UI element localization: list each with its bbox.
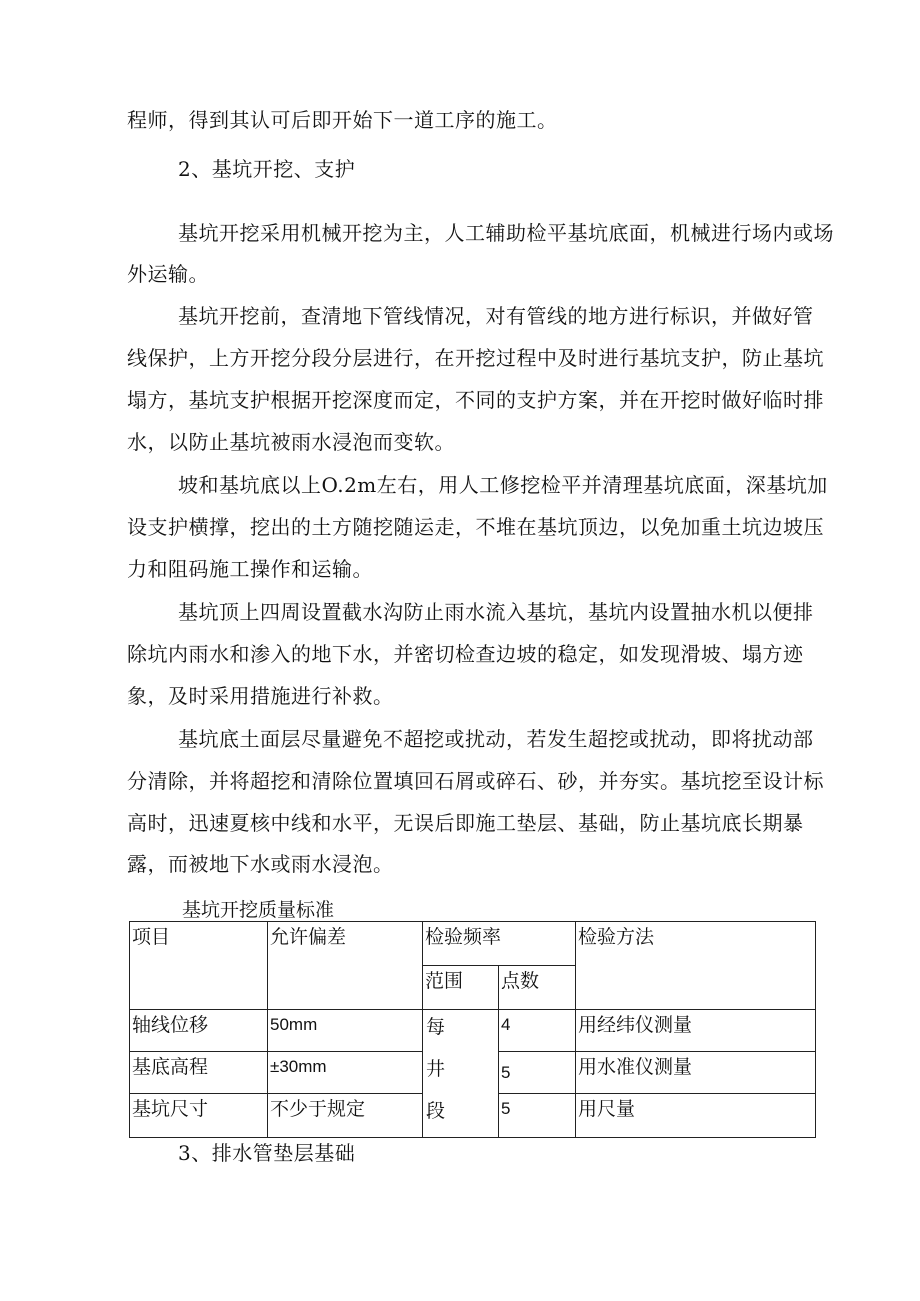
cell-item: 轴线位移	[130, 1010, 268, 1052]
paragraph-line: 基坑开挖采用机械开挖为主，人工辅助检平基坑底面，机械进行场内或场	[178, 221, 834, 245]
paragraph-line: 分清除，并将超挖和清除位置填回石屑或碎石、砂，并夯实。基坑挖至设计标	[127, 769, 824, 793]
table-caption: 基坑开挖质量标准	[182, 899, 335, 921]
cell-tolerance: 不少于规定	[268, 1094, 423, 1138]
paragraph-line: 象，及时采用措施进行补救。	[127, 684, 394, 708]
range-char: 井	[426, 1058, 446, 1080]
cell-item: 基坑尺寸	[130, 1094, 268, 1138]
range-char: 每	[426, 1016, 446, 1038]
paragraph-line: 程师，得到其认可后即开始下一道工序的施工。	[127, 108, 558, 132]
cell-range-merged	[423, 1010, 499, 1138]
section-heading-2: 2、基坑开挖、支护	[178, 157, 356, 181]
cell-tolerance: 50mm	[268, 1010, 423, 1052]
header-cell-tolerance: 允许偏差	[268, 922, 423, 1010]
section-heading-3: 3、排水管垫层基础	[178, 1141, 356, 1165]
paragraph-line: 外运输。	[127, 262, 209, 286]
paragraph-line: 基坑开挖前，查清地下管线情况，对有管线的地方进行标识，并做好管	[178, 304, 814, 328]
header-cell-points: 点数	[499, 966, 576, 1010]
paragraph-line: 高时，迅速夏核中线和水平，无误后即施工垫层、基础，防止基坑底长期暴	[127, 811, 804, 835]
table-row	[130, 1010, 816, 1052]
paragraph-line: 设支护横撑，挖出的土方随挖随运走，不堆在基坑顶边，以免加重土坑边坡压	[127, 515, 824, 539]
paragraph-line: 坡和基坑底以上O.2m左右，用人工修挖检平并清理基坑底面，深基坑加	[178, 473, 828, 497]
cell-item: 基底高程	[130, 1052, 268, 1094]
header-cell-method: 检验方法	[576, 922, 816, 1010]
quality-standard-table	[129, 921, 816, 1138]
cell-points: 5	[499, 1052, 576, 1094]
paragraph-line: 线保护，上方开挖分段分层进行，在开挖过程中及时进行基坑支护，防止基坑	[127, 346, 824, 370]
cell-tolerance: ±30mm	[268, 1052, 423, 1094]
header-cell-range: 范围	[423, 966, 499, 1010]
paragraph-line: 露，而被地下水或雨水浸泡。	[127, 852, 394, 876]
paragraph-line: 力和阻码施工操作和运输。	[127, 557, 373, 581]
cell-method: 用尺量	[576, 1094, 816, 1138]
paragraph-line: 水，以防止基坑被雨水浸泡而变软。	[127, 430, 455, 454]
header-cell-item: 项目	[130, 922, 268, 1010]
paragraph-line: 基坑底土面层尽量避免不超挖或扰动，若发生超挖或扰动，即将扰动部	[178, 727, 814, 751]
cell-method: 用水准仪测量	[576, 1052, 816, 1094]
header-cell-frequency: 检验频率	[423, 922, 576, 966]
range-char: 段	[426, 1100, 446, 1122]
table-header-row	[130, 922, 816, 966]
cell-method: 用经纬仪测量	[576, 1010, 816, 1052]
cell-points: 5	[499, 1094, 576, 1138]
cell-points: 4	[499, 1010, 576, 1052]
paragraph-line: 除坑内雨水和渗入的地下水，并密切检查边坡的稳定，如发现滑坡、塌方迹	[127, 642, 804, 666]
paragraph-line: 塌方，基坑支护根据开挖深度而定，不同的支护方案，并在开挖时做好临时排	[127, 388, 824, 412]
paragraph-line: 基坑顶上四周设置截水沟防止雨水流入基坑，基坑内设置抽水机以便排	[178, 600, 814, 624]
